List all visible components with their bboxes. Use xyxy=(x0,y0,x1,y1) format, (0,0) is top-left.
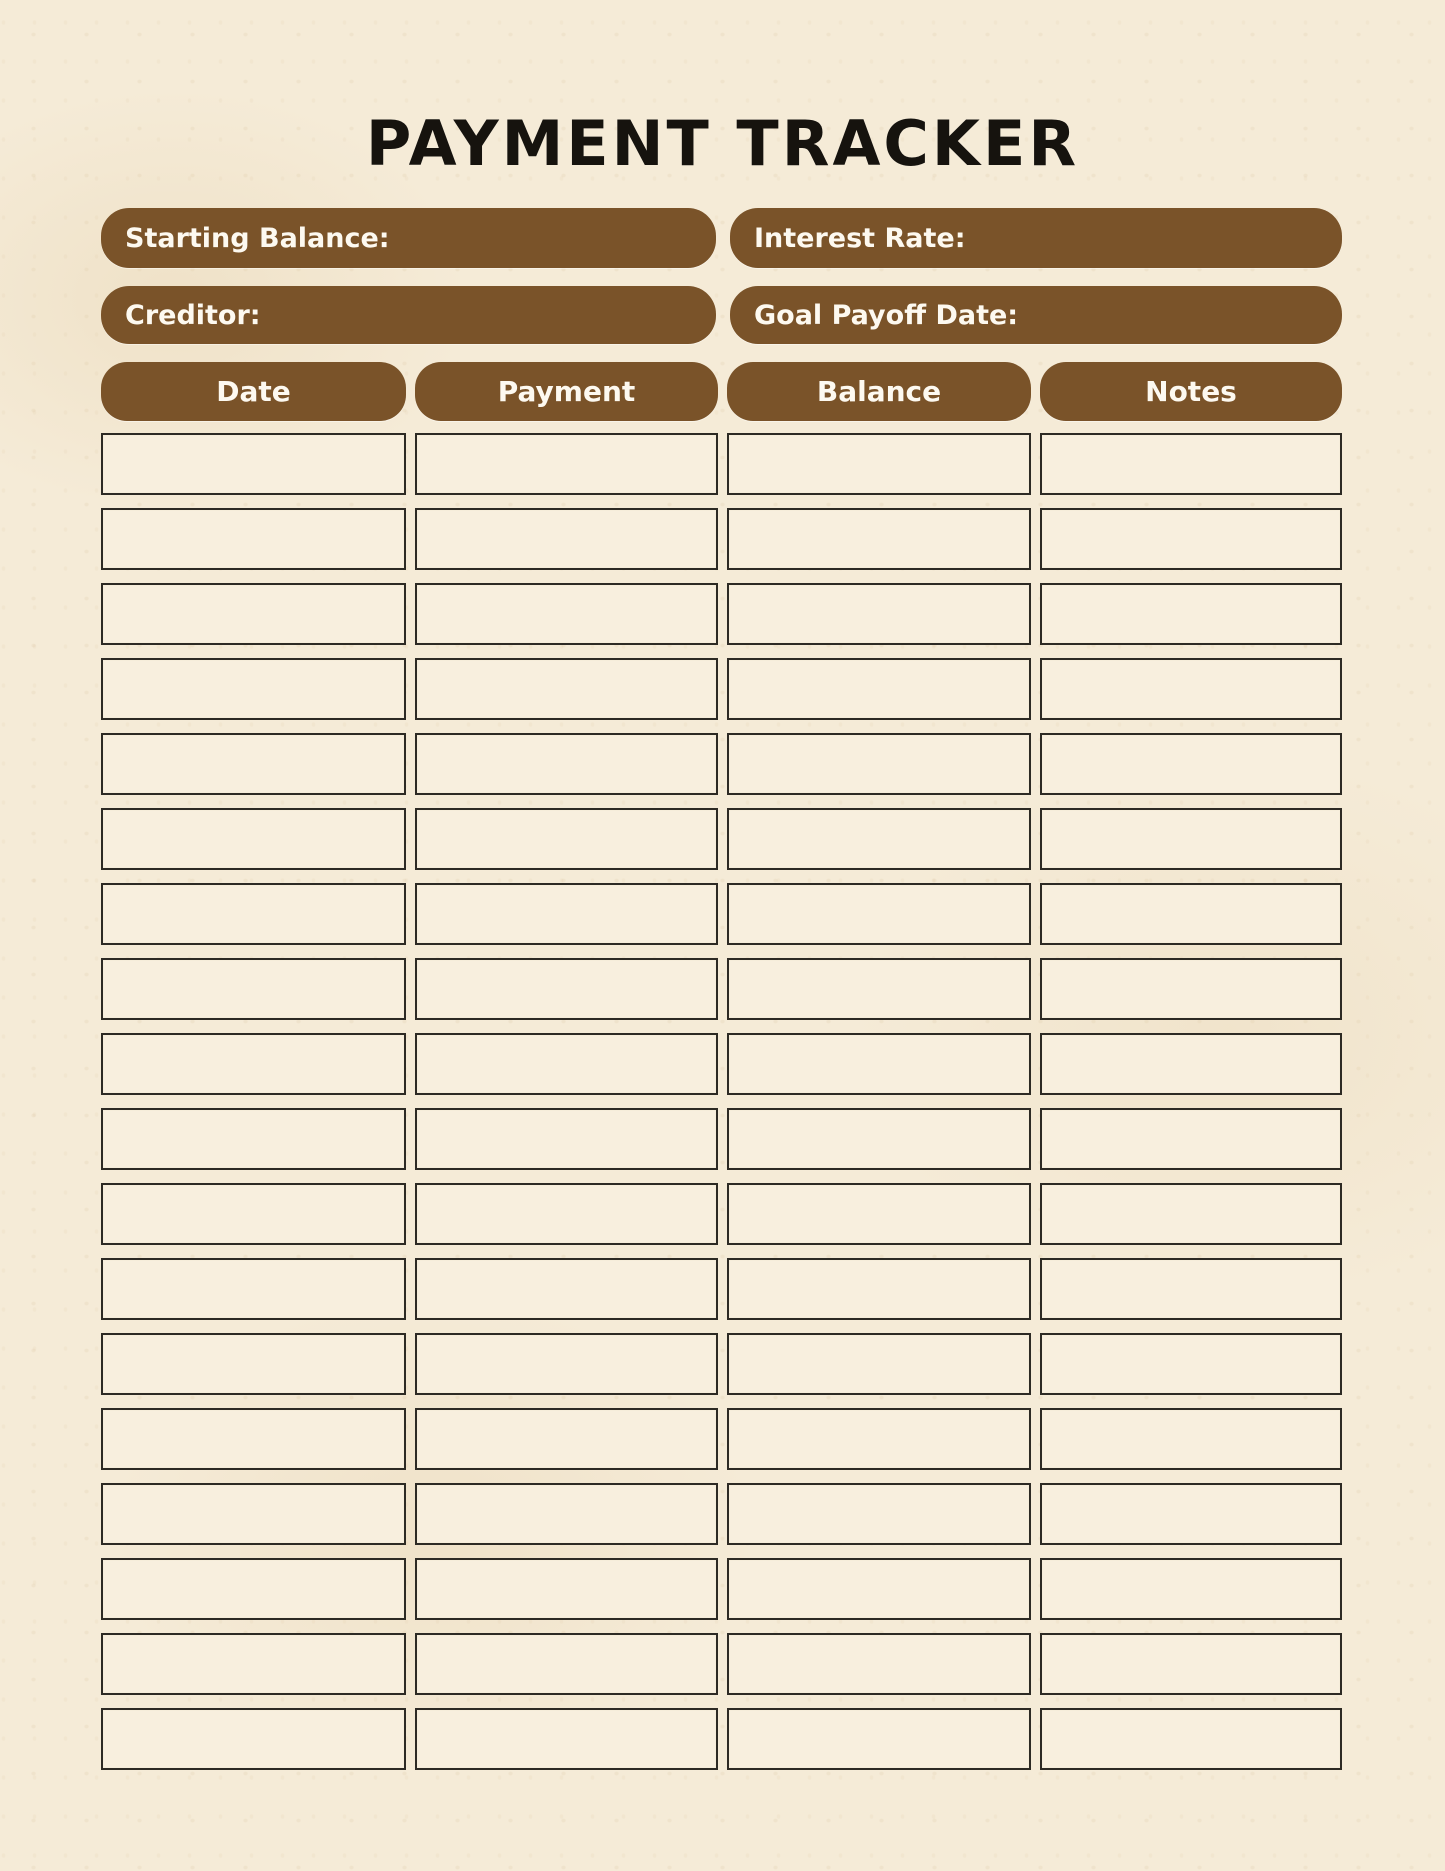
table-cell-date-row2[interactable] xyxy=(101,508,406,570)
table-cell-payment-row9[interactable] xyxy=(415,1033,718,1095)
table-cell-balance-row11[interactable] xyxy=(727,1183,1031,1245)
table-cell-notes-row1[interactable] xyxy=(1040,433,1342,495)
column-header-payment-label: Payment xyxy=(497,375,636,408)
table-cell-balance-row5[interactable] xyxy=(727,733,1031,795)
field-interest-rate xyxy=(730,208,1342,268)
field-goal-payoff-date xyxy=(730,286,1342,344)
table-cell-payment-row16[interactable] xyxy=(415,1558,718,1620)
info-row-2 xyxy=(101,286,1342,344)
payment-table xyxy=(101,433,1342,1770)
column-header-date xyxy=(101,362,406,421)
table-cell-notes-row11[interactable] xyxy=(1040,1183,1342,1245)
table-cell-balance-row13[interactable] xyxy=(727,1333,1031,1395)
table-cell-date-row13[interactable] xyxy=(101,1333,406,1395)
info-row-1 xyxy=(101,208,1342,268)
table-cell-date-row5[interactable] xyxy=(101,733,406,795)
table-cell-notes-row2[interactable] xyxy=(1040,508,1342,570)
table-cell-balance-row12[interactable] xyxy=(727,1258,1031,1320)
table-cell-balance-row10[interactable] xyxy=(727,1108,1031,1170)
column-header-balance xyxy=(727,362,1031,421)
table-cell-date-row8[interactable] xyxy=(101,958,406,1020)
table-cell-payment-row10[interactable] xyxy=(415,1108,718,1170)
table-cell-payment-row17[interactable] xyxy=(415,1633,718,1695)
table-cell-balance-row8[interactable] xyxy=(727,958,1031,1020)
table-cell-notes-row12[interactable] xyxy=(1040,1258,1342,1320)
table-cell-notes-row13[interactable] xyxy=(1040,1333,1342,1395)
field-creditor xyxy=(101,286,716,344)
table-cell-date-row11[interactable] xyxy=(101,1183,406,1245)
table-cell-balance-row14[interactable] xyxy=(727,1408,1031,1470)
column-header-payment xyxy=(415,362,718,421)
table-cell-balance-row6[interactable] xyxy=(727,808,1031,870)
table-cell-balance-row15[interactable] xyxy=(727,1483,1031,1545)
table-cell-date-row17[interactable] xyxy=(101,1633,406,1695)
field-starting-balance xyxy=(101,208,716,268)
table-cell-date-row16[interactable] xyxy=(101,1558,406,1620)
field-interest-rate-label: Interest Rate: xyxy=(754,222,966,254)
table-cell-notes-row8[interactable] xyxy=(1040,958,1342,1020)
field-starting-balance-label: Starting Balance: xyxy=(125,222,390,254)
table-cell-payment-row11[interactable] xyxy=(415,1183,718,1245)
table-cell-date-row18[interactable] xyxy=(101,1708,406,1770)
table-cell-notes-row10[interactable] xyxy=(1040,1108,1342,1170)
table-cell-notes-row4[interactable] xyxy=(1040,658,1342,720)
table-cell-payment-row1[interactable] xyxy=(415,433,718,495)
table-cell-date-row6[interactable] xyxy=(101,808,406,870)
table-cell-payment-row13[interactable] xyxy=(415,1333,718,1395)
table-cell-notes-row16[interactable] xyxy=(1040,1558,1342,1620)
table-cell-payment-row3[interactable] xyxy=(415,583,718,645)
table-cell-notes-row15[interactable] xyxy=(1040,1483,1342,1545)
table-cell-balance-row17[interactable] xyxy=(727,1633,1031,1695)
table-cell-payment-row5[interactable] xyxy=(415,733,718,795)
field-creditor-label: Creditor: xyxy=(125,299,261,331)
table-header-row xyxy=(101,362,1342,421)
table-cell-payment-row4[interactable] xyxy=(415,658,718,720)
table-cell-balance-row9[interactable] xyxy=(727,1033,1031,1095)
table-cell-payment-row14[interactable] xyxy=(415,1408,718,1470)
table-cell-payment-row15[interactable] xyxy=(415,1483,718,1545)
table-cell-balance-row3[interactable] xyxy=(727,583,1031,645)
table-cell-date-row12[interactable] xyxy=(101,1258,406,1320)
table-cell-balance-row7[interactable] xyxy=(727,883,1031,945)
page-title: PAYMENT TRACKER xyxy=(365,107,1080,180)
table-cell-date-row10[interactable] xyxy=(101,1108,406,1170)
table-cell-date-row4[interactable] xyxy=(101,658,406,720)
column-header-balance-label: Balance xyxy=(816,375,942,408)
table-cell-date-row9[interactable] xyxy=(101,1033,406,1095)
table-cell-date-row3[interactable] xyxy=(101,583,406,645)
table-cell-date-row7[interactable] xyxy=(101,883,406,945)
table-cell-notes-row5[interactable] xyxy=(1040,733,1342,795)
table-cell-payment-row2[interactable] xyxy=(415,508,718,570)
table-cell-balance-row18[interactable] xyxy=(727,1708,1031,1770)
table-cell-notes-row17[interactable] xyxy=(1040,1633,1342,1695)
column-header-notes xyxy=(1040,362,1342,421)
table-cell-balance-row1[interactable] xyxy=(727,433,1031,495)
table-cell-payment-row6[interactable] xyxy=(415,808,718,870)
table-cell-balance-row4[interactable] xyxy=(727,658,1031,720)
table-cell-payment-row8[interactable] xyxy=(415,958,718,1020)
table-cell-notes-row9[interactable] xyxy=(1040,1033,1342,1095)
table-cell-date-row14[interactable] xyxy=(101,1408,406,1470)
column-header-notes-label: Notes xyxy=(1145,375,1237,408)
table-cell-notes-row6[interactable] xyxy=(1040,808,1342,870)
column-header-date-label: Date xyxy=(216,375,291,408)
table-cell-notes-row18[interactable] xyxy=(1040,1708,1342,1770)
table-cell-payment-row18[interactable] xyxy=(415,1708,718,1770)
table-cell-payment-row12[interactable] xyxy=(415,1258,718,1320)
table-cell-notes-row7[interactable] xyxy=(1040,883,1342,945)
table-cell-payment-row7[interactable] xyxy=(415,883,718,945)
table-cell-date-row15[interactable] xyxy=(101,1483,406,1545)
table-cell-date-row1[interactable] xyxy=(101,433,406,495)
field-goal-payoff-date-label: Goal Payoff Date: xyxy=(754,299,1019,331)
table-cell-notes-row3[interactable] xyxy=(1040,583,1342,645)
table-cell-balance-row16[interactable] xyxy=(727,1558,1031,1620)
table-cell-balance-row2[interactable] xyxy=(727,508,1031,570)
table-cell-notes-row14[interactable] xyxy=(1040,1408,1342,1470)
